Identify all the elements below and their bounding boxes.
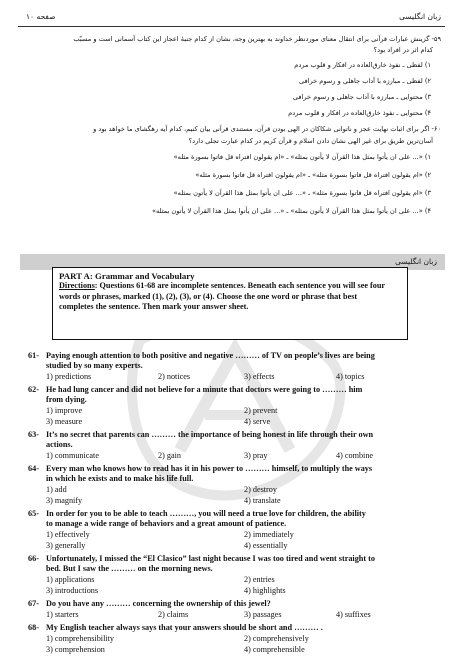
q66-stem-1: Unfortunately, I missed the “El Clasico” last night because I was too tired and went straight to	[46, 554, 375, 563]
q60-option-3[interactable]: ۳) «ام یقولون افتراه قل فاتوا بسورة مثله» ـ «... علی ان یأتوا بمثل هذا القرآن لا یأتون بمثله»	[173, 189, 431, 197]
q61-stem-2: studied by so many experts.	[46, 361, 143, 370]
q62-stem-1: He had lung cancer and did not believe for a minute that doctors were going to ……… him	[46, 385, 363, 394]
q67-stem-1: Do you have any ……… concerning the ownership of this jewel?	[46, 599, 271, 608]
q67-option-1[interactable]: 1) starters	[46, 610, 79, 619]
directions-line-3: completes the sentence. Then mark your answer sheet.	[59, 302, 249, 312]
q62-option-3[interactable]: 3) measure	[46, 417, 83, 426]
q64-option-1[interactable]: 1) add	[46, 485, 67, 494]
q63-stem-1: It’s no secret that parents can ……… the importance of being honest in life through their own	[46, 430, 374, 439]
q59-line-1: ۵۹- گزینش عبارات قرآنی برای انتقال معنای موردنظر خداوند به بهترین وجه، نشان از کدام جنبهٔ اعجاز این کتاب آسمانی است و مسبّب	[73, 35, 441, 43]
q68-stem-1: My English teacher always says that your answers should be short and ……… .	[46, 623, 323, 632]
q61-stem-1: Paying enough attention to both positive and negative ……… of TV on people’s lives are being	[46, 351, 375, 360]
q60-line-2: آسان‌ترین طریق برای غیر الهی نشان دادن اسلام و قرآن کریم در کدام عبارت تجلی دارد؟	[188, 137, 433, 145]
q61-number: 61-	[28, 351, 39, 360]
q61-option-4[interactable]: 4) topics	[336, 372, 365, 381]
header-subject: زبان انگلیسی	[399, 12, 441, 21]
q59-option-1[interactable]: ۱) لفظی ـ نفوذ خارق‌العاده در افکار و قلوب مردم	[294, 61, 431, 69]
q62-number: 62-	[28, 385, 39, 394]
q64-option-3[interactable]: 3) magnify	[46, 496, 83, 505]
header-page-number: صفحه ۱۰	[26, 12, 56, 21]
q64-stem-1: Every man who knows how to read has it in his power to ……… himself, to multiply the ways	[46, 464, 373, 473]
q62-option-4[interactable]: 4) serve	[244, 417, 271, 426]
q61-option-1[interactable]: 1) predictions	[46, 372, 92, 381]
q60-option-2[interactable]: ۲) «ام یقولون افتراه قل فاتوا بسورة مثله» ـ «ام یقولون افتراه قل فاتوا بسورة مثله»	[195, 171, 431, 179]
q63-stem-2: actions.	[46, 440, 73, 449]
q65-option-1[interactable]: 1) effectively	[46, 530, 90, 539]
q63-option-2[interactable]: 2) gain	[158, 451, 181, 460]
q64-option-4[interactable]: 4) translate	[244, 496, 281, 505]
header-divider	[18, 26, 445, 27]
q66-stem-2: bed. But I saw the ……… on the morning news.	[46, 564, 213, 573]
q65-stem-2: to manage a wide range of behaviors and a great amount of patience.	[46, 519, 287, 528]
q66-option-3[interactable]: 3) introductions	[46, 586, 99, 595]
q67-option-2[interactable]: 2) claims	[158, 610, 189, 619]
q60-option-1[interactable]: ۱) «... علی ان یأتوا بمثل هذا القرآن لا یأتون بمثله» ـ «ام یقولون افتراه قل فاتوا بسورة مثله»	[173, 153, 431, 161]
q67-option-3[interactable]: 3) passages	[244, 610, 282, 619]
q62-stem-2: from dying.	[46, 395, 87, 404]
q59-option-4[interactable]: ۴) محتوایی ـ نفوذ خارق‌العاده در افکار و قلوب مردم	[288, 109, 431, 117]
q59-line-2: کدام اثر در افراد بود؟	[373, 46, 433, 54]
q63-option-3[interactable]: 3) pray	[244, 451, 268, 460]
q66-option-4[interactable]: 4) highlights	[244, 586, 286, 595]
q66-option-2[interactable]: 2) entries	[244, 575, 275, 584]
q59-option-3[interactable]: ۳) محتوایی ـ مبارزه با آداب جاهلی و رسوم خرافی	[292, 93, 431, 101]
q67-option-4[interactable]: 4) suffixes	[336, 610, 371, 619]
q67-number: 67-	[28, 599, 39, 608]
q64-stem-2: in which he exists and to make his life full.	[46, 474, 194, 483]
q62-option-2[interactable]: 2) prevent	[244, 406, 278, 415]
q65-option-4[interactable]: 4) essentially	[244, 541, 288, 550]
q68-number: 68-	[28, 623, 39, 632]
section-title: زبان انگلیسی	[395, 257, 437, 266]
q61-option-2[interactable]: 2) notices	[158, 372, 191, 381]
q65-number: 65-	[28, 509, 39, 518]
directions-text-1: : Questions 61-68 are incomplete sentences. Beneath each sentence you will see four	[94, 281, 386, 291]
q64-number: 64-	[28, 464, 39, 473]
q68-option-3[interactable]: 3) comprehension	[46, 645, 105, 654]
q68-option-4[interactable]: 4) comprehensible	[244, 645, 305, 654]
q60-line-1: ۶۰- اگر برای اثبات نهایت عجز و ناتوانی شکاکان در الهی بودن قرآن، مستندی قرآنی بیان کنیم، کدام آیه رهگشای ما خواهد بود و	[93, 125, 441, 133]
part-title: PART A: Grammar and Vocabulary	[59, 271, 195, 281]
q65-option-2[interactable]: 2) immediately	[244, 530, 294, 539]
q63-option-4[interactable]: 4) combine	[336, 451, 374, 460]
directions-label: Directions	[59, 281, 95, 291]
page-header	[18, 12, 445, 24]
q62-option-1[interactable]: 1) improve	[46, 406, 83, 415]
q66-number: 66-	[28, 554, 39, 563]
instructions-box	[52, 267, 408, 340]
q61-option-3[interactable]: 3) effects	[244, 372, 275, 381]
directions-line-1	[59, 281, 401, 291]
q60-option-4[interactable]: ۴) «... علی ان یأتوا بمثل هذا القرآن لا یأتون بمثله» ـ «... علی ان یأتوا بمثل هذا القرآن لا یأتون بمثله»	[151, 207, 431, 215]
q65-option-3[interactable]: 3) generally	[46, 541, 86, 550]
q63-number: 63-	[28, 430, 39, 439]
q59-option-2[interactable]: ۲) لفظی ـ مبارزه با آداب جاهلی و رسوم خرافی	[299, 77, 431, 85]
directions-line-2: words or phrases, marked (1), (2), (3), or (4). Choose the one word or phrase that best	[59, 291, 358, 301]
q66-option-1[interactable]: 1) applications	[46, 575, 95, 584]
q65-stem-1: In order for you to be able to teach ………, you will need a true love for children, the ability	[46, 509, 366, 518]
q63-option-1[interactable]: 1) communicate	[46, 451, 99, 460]
q64-option-2[interactable]: 2) destroy	[244, 485, 277, 494]
q68-option-2[interactable]: 2) comprehensively	[244, 634, 309, 643]
q68-option-1[interactable]: 1) comprehensibility	[46, 634, 114, 643]
